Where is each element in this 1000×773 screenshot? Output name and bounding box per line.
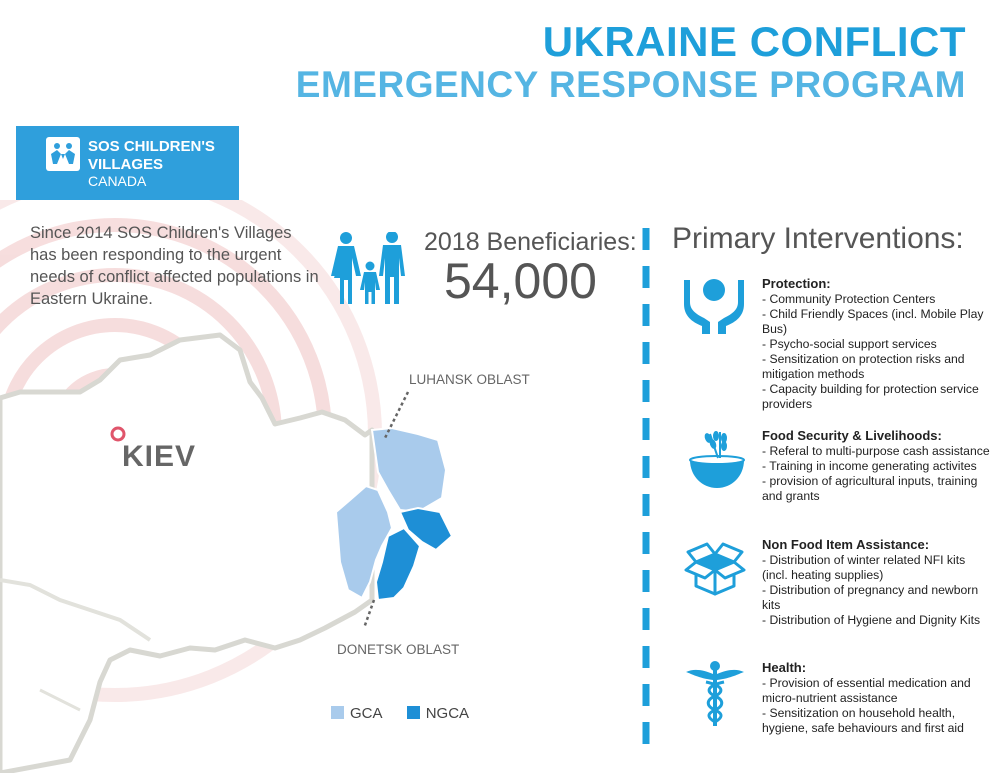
section-health <box>762 660 990 736</box>
list-item: - Distribution of winter related NFI kits (incl. heating supplies) <box>762 553 966 582</box>
wheat-bowl-icon <box>688 430 746 490</box>
list-item: - Psycho-social support services <box>762 337 937 351</box>
list-item: - Child Friendly Spaces (incl. Mobile Play Bus) <box>762 307 984 336</box>
logo-line1: SOS CHILDREN'S <box>88 138 215 155</box>
list-item: - Provision of essential medication and micro-nutrient assistance <box>762 676 971 705</box>
page-subtitle: EMERGENCY RESPONSE PROGRAM <box>295 64 966 105</box>
protection-hands-icon <box>682 272 746 334</box>
legend-item-ngca <box>407 705 469 722</box>
sos-logo <box>16 126 239 200</box>
section-heading: Protection: <box>762 276 831 291</box>
vertical-divider <box>641 228 651 768</box>
donetsk-label: DONETSK OBLAST <box>337 642 460 657</box>
sos-children-icon <box>46 137 80 171</box>
logo-line2: VILLAGES <box>88 156 164 173</box>
list-item: - Community Protection Centers <box>762 292 936 306</box>
beneficiaries-value: 54,000 <box>444 253 597 309</box>
section-protection <box>762 276 990 412</box>
section-heading: Non Food Item Assistance: <box>762 537 930 552</box>
legend-label-gca: GCA <box>350 705 383 722</box>
section-food-security <box>762 428 990 504</box>
family-icon <box>328 232 414 304</box>
legend-swatch-gca <box>331 706 344 719</box>
list-item: - Training in income generating activites <box>762 459 977 473</box>
caduceus-icon <box>684 660 746 726</box>
list-item: - provision of agricultural inputs, training and grants <box>762 474 978 503</box>
legend-swatch-ngca <box>407 706 420 719</box>
list-item: - Sensitization on household health, hygiene, safe behaviours and first aid <box>762 706 964 735</box>
list-item: - Referal to multi-purpose cash assistance <box>762 444 990 458</box>
logo-line3: CANADA <box>88 173 147 189</box>
section-heading: Food Security & Livelihoods: <box>762 428 942 443</box>
luhansk-label: LUHANSK OBLAST <box>409 372 530 387</box>
kiev-label: KIEV <box>122 440 197 473</box>
map-legend <box>331 705 489 722</box>
list-item: - Distribution of Hygiene and Dignity Kits <box>762 613 981 627</box>
intro-text: Since 2014 SOS Children's Villages has been responding to the urgent needs of conflict affected populations in Eastern Ukraine. <box>30 224 319 308</box>
legend-item-gca <box>331 705 383 722</box>
box-icon <box>684 540 746 596</box>
list-item: - Capacity building for protection service providers <box>762 382 979 411</box>
legend-label-ngca: NGCA <box>425 705 470 722</box>
section-non-food-items <box>762 537 990 628</box>
list-item: - Distribution of pregnancy and newborn kits <box>762 583 979 612</box>
section-heading: Health: <box>762 660 807 675</box>
interventions-title: Primary Interventions: <box>672 222 964 255</box>
page-title: UKRAINE CONFLICT <box>542 18 966 65</box>
list-item: - Sensitization on protection risks and mitigation methods <box>762 352 965 381</box>
beneficiaries-label: 2018 Beneficiaries: <box>424 228 637 256</box>
kiev-marker-icon <box>112 428 124 440</box>
